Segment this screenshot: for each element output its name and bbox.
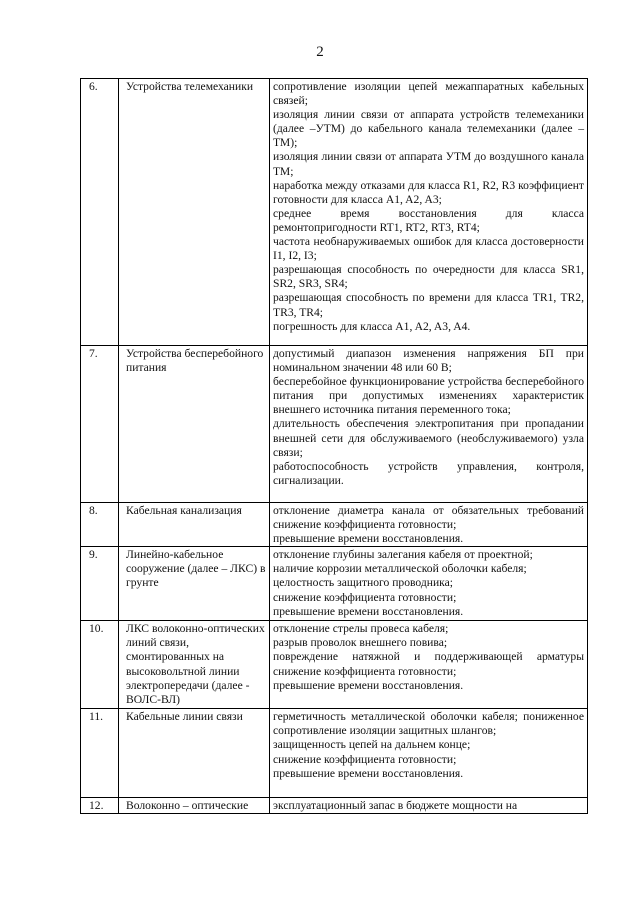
row-number: 10. [81, 621, 119, 709]
parameter-line: эксплуатационный запас в бюджете мощности на [273, 799, 518, 813]
parameters-cell [270, 798, 588, 814]
equipment-name: Волоконно – оптические [119, 798, 270, 814]
parameter-line: отклонение диаметра канала от обязательных требований снижение коэффициента готовности; [273, 504, 584, 532]
parameter-line: изоляция линии связи от аппарата устройств телемеханики (далее –УТМ) до кабельного канала телемеханики (далее – ТМ); [273, 108, 584, 150]
parameter-line: длительность обеспечения электропитания при пропадании внешней сети для обслуживаемого (необслуживаемого) узла связи; [273, 417, 584, 459]
equipment-name: Устройства телемеханики [119, 79, 270, 346]
equipment-name: Устройства бесперебойного питания [119, 346, 270, 503]
equipment-name: Кабельная канализация [119, 503, 270, 547]
table-row [81, 547, 588, 621]
parameter-line: наличие коррозии металлической оболочки кабеля; [273, 562, 527, 576]
table-row [81, 621, 588, 709]
parameter-line: работоспособность устройств управления, контроля, сигнализации. [273, 459, 584, 487]
parameter-line: превышение времени восстановления. [273, 532, 464, 546]
row-number: 11. [81, 709, 119, 798]
equipment-name: ЛКС волоконно-оптических линий связи, смонтированных на высоковольтной линии электропередачи (далее - ВОЛС-ВЛ) [119, 621, 270, 709]
parameter-line: целостность защитного проводника; [273, 576, 453, 590]
requirements-table [80, 78, 588, 814]
parameter-line: защищенность цепей на дальнем конце; [273, 738, 471, 752]
parameter-line: герметичность металлической оболочки кабеля; пониженное сопротивление изоляции защитных шлангов; [273, 710, 584, 738]
parameters-cell [270, 547, 588, 621]
parameter-line: погрешность для класса A1, A2, A3, A4. [273, 319, 471, 333]
parameter-line: отклонение стрелы провеса кабеля; [273, 622, 449, 636]
page-number: 2 [316, 44, 324, 60]
row-number: 8. [81, 503, 119, 547]
table-body [81, 79, 588, 814]
parameters-cell [270, 503, 588, 547]
parameter-line: превышение времени восстановления. [273, 604, 464, 618]
row-number: 9. [81, 547, 119, 621]
parameter-line: допустимый диапазон изменения напряжения БП при номинальном значении 48 или 60 В; [273, 347, 584, 375]
parameter-line: частота необнаруживаемых ошибок для класса достоверности I1, I2, I3; [273, 235, 584, 263]
table-row [81, 709, 588, 798]
row-number: 6. [81, 79, 119, 346]
table-row [81, 798, 588, 814]
parameter-line: превышение времени восстановления. [273, 678, 464, 692]
parameter-line: сопротивление изоляции цепей межаппаратных кабельных связей; [273, 80, 584, 108]
table-row [81, 503, 588, 547]
parameter-line: превышение времени восстановления. [273, 766, 464, 780]
parameter-line: среднее время восстановления для класса ремонтопригодности RT1, RT2, RT3, RT4; [273, 206, 584, 234]
parameter-line: наработка между отказами для класса R1, R2, R3 коэффициент готовности для класса A1, A2, A3; [273, 178, 584, 206]
parameter-line: бесперебойное функционирование устройства бесперебойного питания при допустимых изменениях характеристик внешнего источника питания переменного тока; [273, 375, 585, 417]
parameter-line: разрешающая способность по времени для класса TR1, TR2, TR3, TR4; [273, 291, 584, 319]
parameter-line: разрыв проволок внешнего повива; [273, 636, 448, 650]
equipment-name: Кабельные линии связи [119, 709, 270, 798]
row-number: 12. [81, 798, 119, 814]
parameter-line: снижение коэффициента готовности; [273, 590, 457, 604]
parameters-cell [270, 79, 588, 346]
parameters-cell [270, 346, 588, 503]
parameter-line: изоляция линии связи от аппарата УТМ до воздушного канала ТМ; [273, 150, 584, 178]
equipment-name: Линейно-кабельное сооружение (далее – ЛКС) в грунте [119, 547, 270, 621]
parameter-line: отклонение глубины залегания кабеля от проектной; [273, 548, 533, 562]
parameters-cell [270, 709, 588, 798]
row-number: 7. [81, 346, 119, 503]
parameter-line: повреждение натяжной и поддерживающей арматуры снижение коэффициента готовности; [273, 650, 584, 678]
parameters-cell [270, 621, 588, 709]
table-row [81, 79, 588, 346]
parameter-line: снижение коэффициента готовности; [273, 752, 457, 766]
table-row [81, 346, 588, 503]
parameter-line: разрешающая способность по очередности для класса SR1, SR2, SR3, SR4; [273, 263, 584, 291]
